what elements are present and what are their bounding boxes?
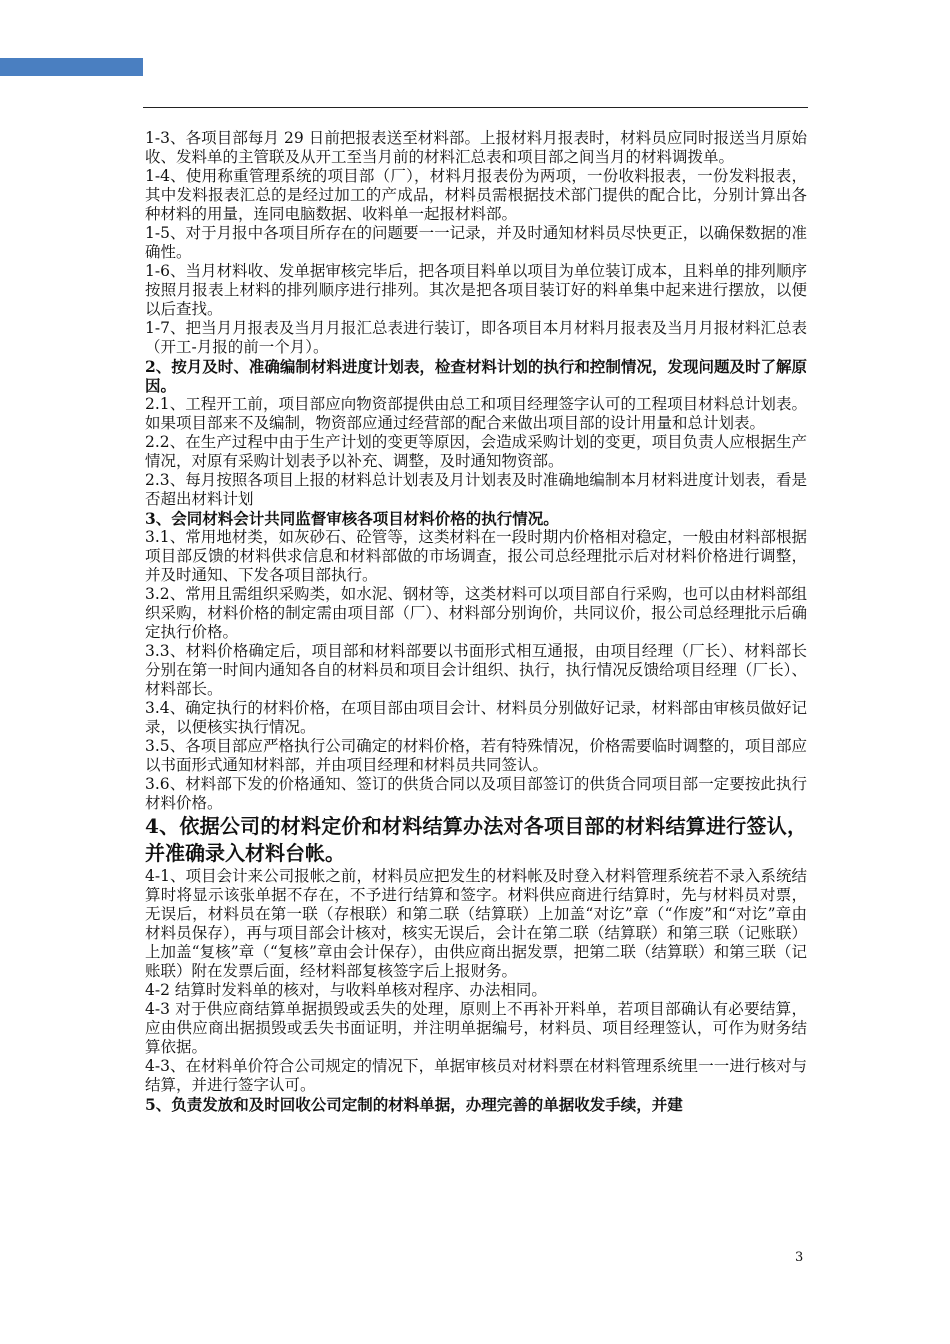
section-heading-5: 5、负责发放和及时回收公司定制的材料单据，办理完善的单据收发手续，并建: [145, 1095, 683, 1114]
paragraph-4-1: 4-1、项目会计来公司报帐之前，材料员应把发生的材料帐及时登入材料管理系统若不录入系统结算时将显示该张单据不存在，不予进行结算和签字。材料供应商进行结算时，先与材料员对票，无误后，材料员在第一联（存根联）和第二联（结算联）上加盖“对讫”章（“作废”和“对讫”章由材料员保存），再与项目部会计核对，核实无误后，会计在第二联（结算联）和第三联（记账联）上加盖“复核”章（“复核”章由会计保存），由供应商出据发票，把第二联（结算联）和第三联（记账联）附在发票后面，经材料部复核签字后上报财务。: [145, 867, 807, 980]
document-body: [145, 129, 807, 1114]
section-heading-3: 3、会同材料会计共同监督审核各项目材料价格的执行情况。: [145, 509, 559, 528]
header-accent-bar: [0, 58, 143, 76]
paragraph-4-2: 4-2 结算时发料单的核对，与收料单核对程序、办法相同。: [145, 981, 547, 999]
paragraph-1-3: 1-3、各项目部每月 29 日前把报表送至材料部。上报材料月报表时，材料员应同时报送当月原始收、发料单的主管联及从开工至当月前的材料汇总表和项目部之间当月的材料调拨单。: [145, 129, 807, 166]
section-heading-2: 2、按月及时、准确编制材料进度计划表，检查材料计划的执行和控制情况，发现问题及时了解原因。: [145, 357, 807, 395]
paragraph-1-5: 1-5、对于月报中各项目所存在的问题要一一记录，并及时通知材料员尽快更正，以确保数据的准确性。: [145, 224, 807, 261]
paragraph-3-2: 3.2、常用且需组织采购类，如水泥、钢材等，这类材料可以项目部自行采购，也可以由材料部组织采购，材料价格的制定需由项目部（厂）、材料部分别询价，共同议价，报公司总经理批示后确定执行价格。: [145, 585, 807, 641]
paragraph-1-7: 1-7、把当月月报表及当月月报汇总表进行装订，即各项目本月材料月报表及当月月报材料汇总表（开工-月报的前一个月）。: [145, 319, 807, 356]
paragraph-1-6: 1-6、当月材料收、发单据审核完毕后，把各项目料单以项目为单位装订成本，且料单的排列顺序按照月报表上材料的排列顺序进行排列。其次是把各项目装订好的料单集中起来进行摆放，以便以后查找。: [145, 262, 807, 318]
paragraph-1-4: 1-4、使用称重管理系统的项目部（厂），材料月报表份为两项，一份收料报表，一份发料报表，其中发料报表汇总的是经过加工的产成品，材料员需根据技术部门提供的配合比，分别计算出各种材料的用量，连同电脑数据、收料单一起报材料部。: [145, 167, 807, 223]
paragraph-3-4: 3.4、确定执行的材料价格，在项目部由项目会计、材料员分别做好记录，材料部由审核员做好记录，以便核实执行情况。: [145, 699, 807, 736]
paragraph-3-6: 3.6、材料部下发的价格通知、签订的供货合同以及项目部签订的供货合同项目部一定要按此执行材料价格。: [145, 775, 807, 812]
paragraph-2-3: 2.3、每月按照各项目上报的材料总计划表及月计划表及时准确地编制本月材料进度计划表，看是否超出材料计划: [145, 471, 807, 508]
paragraph-4-3a: 4-3 对于供应商结算单据损毁或丢失的处理，原则上不再补开料单，若项目部确认有必要结算，应由供应商出据损毁或丢失书面证明，并注明单据编号，材料员、项目经理签认，可作为财务结算依据。: [145, 1000, 807, 1056]
paragraph-2-2: 2.2、在生产过程中由于生产计划的变更等原因，会造成采购计划的变更，项目负责人应根据生产情况，对原有采购计划表予以补充、调整，及时通知物资部。: [145, 433, 807, 470]
paragraph-3-5: 3.5、各项目部应严格执行公司确定的材料价格，若有特殊情况，价格需要临时调整的，项目部应以书面形式通知材料部，并由项目经理和材料员共同签认。: [145, 737, 807, 774]
paragraph-3-1: 3.1、常用地材类，如灰砂石、砼管等，这类材料在一段时期内价格相对稳定，一般由材料部根据项目部反馈的材料供求信息和材料部做的市场调查，报公司总经理批示后对材料价格进行调整，并及时通知、下发各项目部执行。: [145, 528, 807, 584]
page-number: 3: [795, 1250, 804, 1265]
section-heading-4: 4、依据公司的材料定价和材料结算办法对各项目部的材料结算进行签认，并准确录入材料台帐。: [145, 814, 807, 865]
paragraph-3-3: 3.3、材料价格确定后，项目部和材料部要以书面形式相互通报，由项目经理（厂长）、材料部长分别在第一时间内通知各自的材料员和项目会计组织、执行，执行情况反馈给项目经理（厂长）、材料部长。: [145, 642, 807, 698]
paragraph-4-3b: 4-3、在材料单价符合公司规定的情况下，单据审核员对材料票在材料管理系统里一一进行核对与结算，并进行签字认可。: [145, 1057, 807, 1094]
paragraph-2-1: 2.1、工程开工前，项目部应向物资部提供由总工和项目经理签字认可的工程项目材料总计划表。如果项目部来不及编制，物资部应通过经营部的配合来做出项目部的设计用量和总计划表。: [145, 395, 807, 432]
header-rule: [143, 107, 808, 108]
